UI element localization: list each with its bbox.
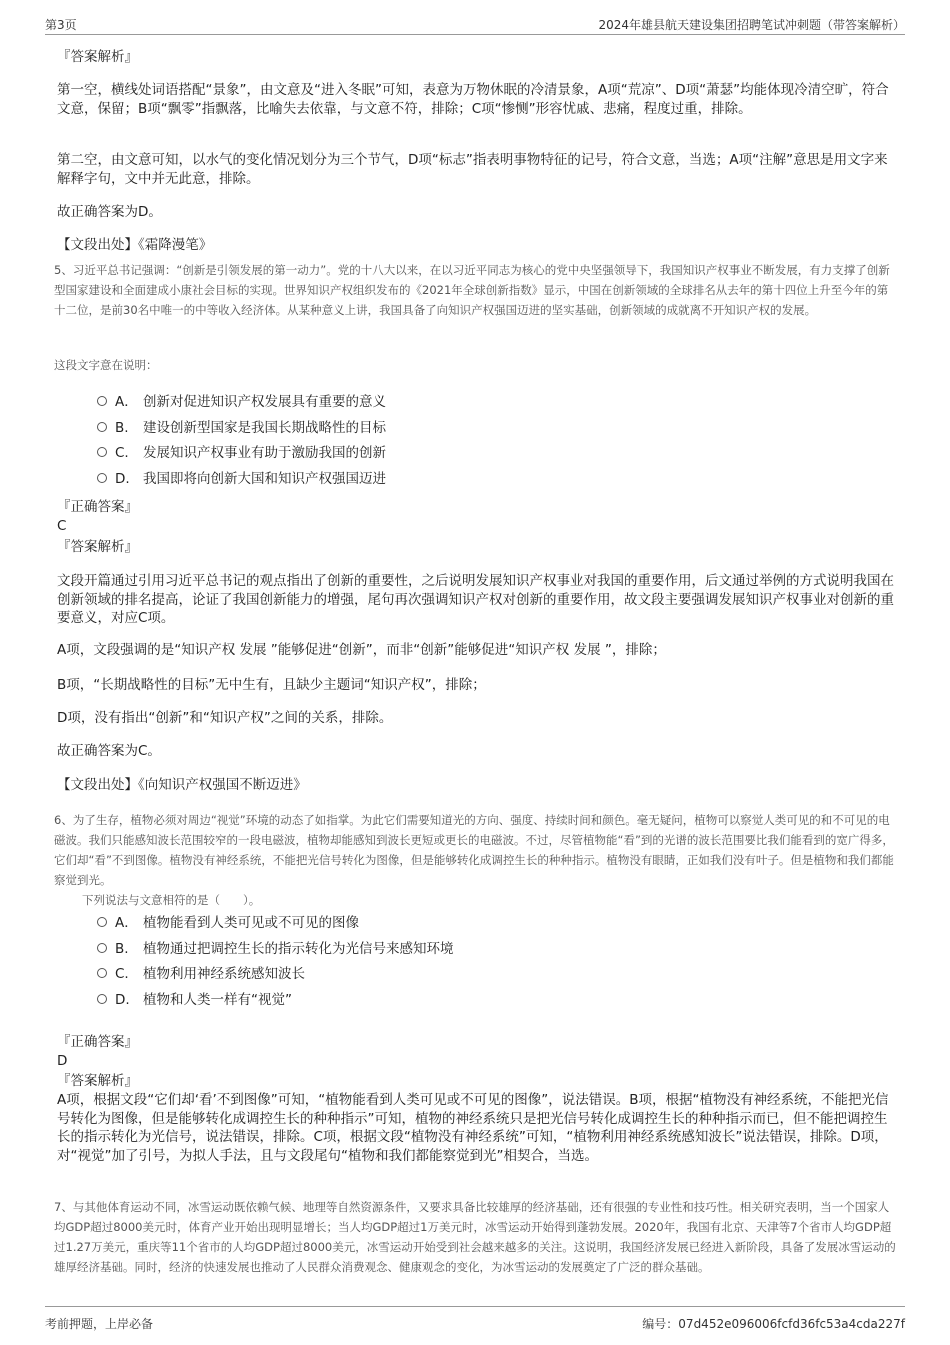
- document-title: 2024年雄县航天建设集团招聘笔试冲刺题（带答案解析）: [598, 18, 905, 32]
- analysis-paragraph: B项，“长期战略性的目标”无中生有，且缺少主题词“知识产权”，排除；: [57, 677, 486, 693]
- answer-summary: 故正确答案为C。: [57, 743, 161, 759]
- radio-icon[interactable]: [97, 968, 107, 978]
- analysis-paragraph: D项，没有指出“创新”和“知识产权”之间的关系，排除。: [57, 710, 393, 726]
- correct-answer: C: [57, 518, 67, 534]
- option-c[interactable]: C. 植物利用神经系统感知波长: [97, 963, 454, 989]
- question-prompt: 下列说法与文意相符的是（ ）。: [82, 893, 261, 907]
- correct-answer-label: 『正确答案』: [57, 499, 138, 515]
- radio-icon[interactable]: [97, 422, 107, 432]
- radio-icon[interactable]: [97, 473, 107, 483]
- option-b[interactable]: B. 植物通过把调控生长的指示转化为光信号来感知环境: [97, 938, 454, 964]
- option-d[interactable]: D. 植物和人类一样有“视觉”: [97, 989, 454, 1015]
- page-header: [45, 14, 905, 35]
- radio-icon[interactable]: [97, 396, 107, 406]
- option-a[interactable]: A． 创新对促进知识产权发展具有重要的意义: [97, 391, 386, 417]
- source-citation: 【文段出处】《向知识产权强国不断迈进》: [57, 777, 307, 793]
- option-list: [97, 391, 386, 493]
- analysis-label: 『答案解析』: [57, 539, 138, 555]
- question-stem: 7、与其他体育运动不同，冰雪运动既依赖气候、地理等自然资源条件，又要求具备比较雄厚的经济基础，还有很强的专业性和技巧性。相关研究表明，当一个国家人均GDP超过8000美元时，体育产业开始出现明显增长；当人均GDP超过1万美元时，冰雪运动开始得到蓬勃发展。2020年，我国有北京、天津等7个省市人均GDP超过1.27万美元，重庆等11个省市的人均GDP超过8000美元，冰雪运动开始受到社会越来越多的关注。这说明，我国经济发展已经进入新阶段，具备了发展冰雪运动的雄厚经济基础。同时，经济的快速发展也推动了人民群众消费观念、健康观念的变化，为冰雪运动的发展奠定了广泛的群众基础。: [54, 1200, 896, 1274]
- answer-summary: 故正确答案为D。: [57, 204, 162, 220]
- radio-icon[interactable]: [97, 917, 107, 927]
- analysis-paragraph: 第一空，横线处词语搭配“景象”，由文意及“进入冬眠”可知，表意为万物休眠的冷清景象，A项“荒凉”、D项“萧瑟”均能体现冷清空旷，符合文意，保留；B项“飘零”指飘落，比喻失去依靠，与文意不符，排除；C项“惨恻”形容忧戚、悲痛，程度过重，排除。: [57, 82, 889, 117]
- question-stem: 6、为了生存，植物必须对周边“视觉”环境的动态了如指掌。为此它们需要知道光的方向、强度、持续时间和颜色。毫无疑问，植物可以察觉人类可见的和不可见的电磁波。我们只能感知波长范围较窄的一段电磁波，植物却能感知到波长更短或更长的电磁波。不过，尽管植物能“看”到的光谱的波长范围要比我们能看到的宽广得多，它们却“看”不到图像。植物没有神经系统，不能把光信号转化为图像，但是能够转化成调控生长的种种指示。植物没有眼睛，正如我们没有叶子。但是植物和我们都能察觉到光。: [54, 813, 894, 887]
- option-d[interactable]: D. 我国即将向创新大国和知识产权强国迈进: [97, 468, 386, 494]
- analysis-label: 『答案解析』: [57, 1073, 138, 1089]
- question-stem: 5、习近平总书记强调：“创新是引领发展的第一动力”。党的十八大以来，在以习近平同志为核心的党中央坚强领导下，我国知识产权事业不断发展，有力支撑了创新型国家建设和全面建成小康社会目标的实现。世界知识产权组织发布的《2021年全球创新指数》显示，中国在创新领域的全球排名从去年的第十四位上升至今年的第十二位，是前30名中唯一的中等收入经济体。从某种意义上讲，我国具备了向知识产权强国迈进的坚实基础，创新领域的成就离不开知识产权的发展。: [54, 263, 890, 317]
- analysis-label: 『答案解析』: [57, 49, 138, 65]
- analysis-paragraph: A项，根据文段“它们却‘看’不到图像”可知，“植物能看到人类可见或不可见的图像”，说法错误。B项，根据“植物没有神经系统，不能把光信号转化为图像，但是能够转化成调控生长的种种指示”可知，植物的神经系统只是把光信号转化成调控生长的种种指示而已，但不能把调控生长的指示转化为光信号，说法错误，排除。C项，根据文段“植物没有神经系统”可知，“植物利用神经系统感知波长”说法错误，排除。D项，对“视觉”加了引号，为拟人手法，且与文段尾句“植物和我们都能察觉到光”相契合，当选。: [57, 1092, 889, 1164]
- correct-answer: D: [57, 1053, 68, 1069]
- radio-icon[interactable]: [97, 994, 107, 1004]
- question-prompt: 这段文字意在说明：: [54, 358, 158, 372]
- footer-slogan: 考前押题，上岸必备: [45, 1317, 154, 1331]
- correct-answer-label: 『正确答案』: [57, 1034, 138, 1050]
- analysis-paragraph: A项，文段强调的是“知识产权 发展 ”能够促进“创新”，而非“创新”能够促进“知识产权 发展 ”，排除；: [57, 642, 666, 658]
- option-c[interactable]: C. 发展知识产权事业有助于激励我国的创新: [97, 442, 386, 468]
- option-a[interactable]: A． 植物能看到人类可见或不可见的图像: [97, 912, 454, 938]
- page-number: 第3页: [45, 18, 77, 32]
- source-citation: 【文段出处】《霜降漫笔》: [57, 237, 213, 253]
- analysis-paragraph: 第二空，由文意可知，以水气的变化情况划分为三个节气，D项“标志”指表明事物特征的记号，符合文意，当选；A项“注解”意思是用文字来解释字句，文中并无此意，排除。: [57, 152, 888, 187]
- document-id: 编号：07d452e096006fcfd36fc53a4cda227f: [642, 1317, 905, 1331]
- option-b[interactable]: B. 建设创新型国家是我国长期战略性的目标: [97, 417, 386, 443]
- radio-icon[interactable]: [97, 943, 107, 953]
- option-list: [97, 912, 454, 1014]
- radio-icon[interactable]: [97, 447, 107, 457]
- page-footer: [45, 1306, 905, 1335]
- analysis-paragraph: 文段开篇通过引用习近平总书记的观点指出了创新的重要性，之后说明发展知识产权事业对我国的重要作用，后文通过举例的方式说明我国在创新领域的排名提高，论证了我国创新能力的增强，尾句再次强调知识产权对创新的重要作用，故文段主要强调发展知识产权事业对创新的重要意义，对应C项。: [57, 573, 894, 626]
